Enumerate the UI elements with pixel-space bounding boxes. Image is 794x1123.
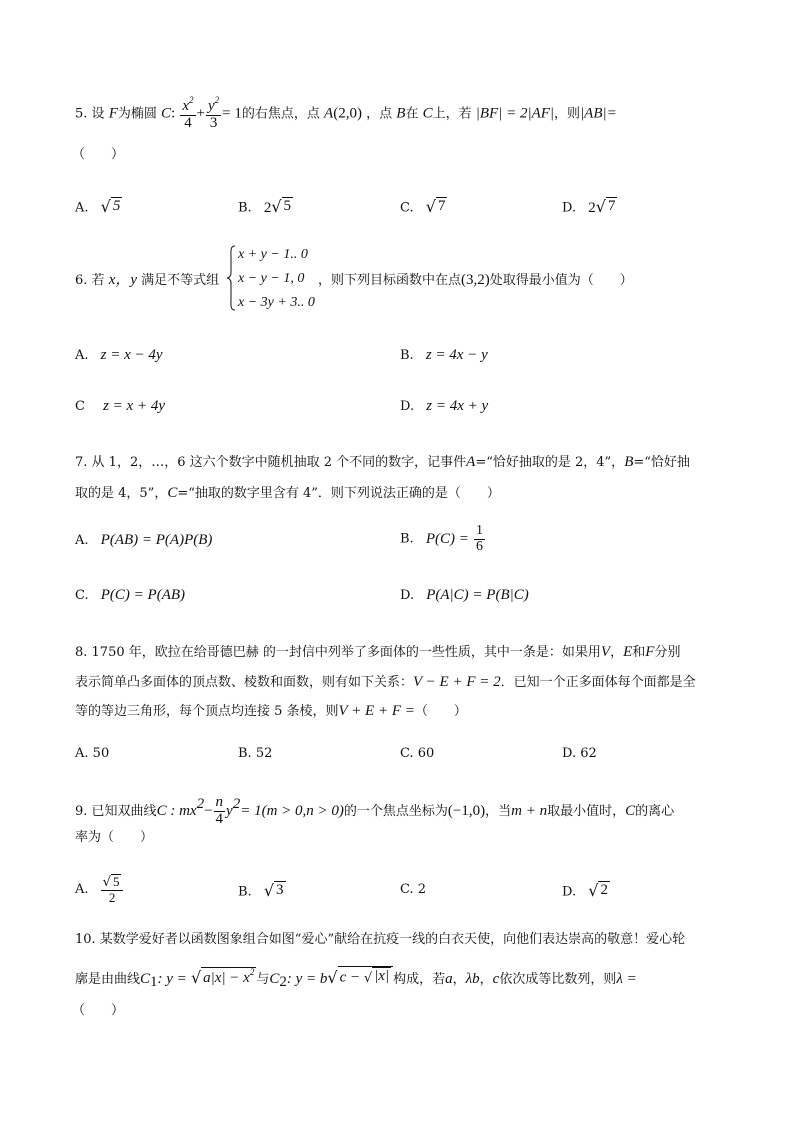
q8-option-c[interactable]: C. 60 — [400, 746, 435, 761]
q8-option-d[interactable]: D. 62 — [562, 746, 597, 761]
q5-stem: 5. 设 F为椭圆 C: $\frac{x^2}{4}$ + $\frac{y^2}{3}$ = 1的右焦点，点 A(2,0) ，点 B在 C上，若 |BF| = 2|AF|，则|AB|= — [75, 95, 617, 131]
q6-option-a[interactable]: A. z = x − 4y — [75, 347, 163, 363]
q6-option-b[interactable]: B. z = 4x − y — [400, 347, 488, 363]
q9-option-b[interactable]: B. √ 3 — [238, 880, 284, 900]
q9-option-a[interactable]: A. √ 5 2 — [75, 874, 124, 905]
q5-paren: （ ） — [72, 147, 125, 162]
q7-option-a[interactable]: A. P(AB) = P(A)P(B) — [75, 532, 213, 548]
q10-stem-line-1: 10. 某数学爱好者以函数图象组合如图“爱心”献给在抗疫一线的白衣天使，向他们表达崇高的敬意！爱心轮 — [75, 932, 686, 947]
q5-frac-y: $\frac{y^2}{3}$ — [208, 95, 220, 131]
q7-stem-line-2: 取的是 4，5”，C=“抽取的数字里含有 4”．则下列说法正确的是（ ） — [75, 485, 500, 501]
q6-stem-right: ，则下列目标函数中在点(3,2)处取得最小值为（ ） — [318, 272, 633, 288]
brace-icon — [226, 245, 236, 311]
q5-frac-x: $\frac{x^2}{4}$ — [182, 95, 194, 131]
q10-paren: （ ） — [72, 1003, 125, 1018]
q6-stem-left: 6. 若 x，y 满足不等式组 — [75, 272, 220, 288]
q6-option-c[interactable]: C z = x + 4y — [75, 398, 165, 414]
q8-stem-line-1: 8. 1750 年，欧拉在给哥德巴赫 的一封信中列举了多面体的一些性质，其中一条是：如果用V，E和F分别 — [75, 644, 681, 660]
q6-row-1: x + y − 1.. 0 — [238, 247, 308, 262]
q5-option-d[interactable]: D. 2 √ 7 — [562, 196, 616, 216]
q7-option-b[interactable]: B. P(C) = $\frac{1}{6}$ — [400, 523, 483, 554]
q9-frac-n4: $\frac{n}{4}$ — [215, 794, 224, 827]
q9-option-d[interactable]: D. √ 2 — [562, 880, 608, 900]
q5-option-c[interactable]: C. √ 7 — [400, 196, 446, 216]
q6-row-3: x − 3y + 3.. 0 — [238, 295, 315, 310]
q6-row-2: x − y − 1, 0 — [238, 271, 305, 286]
q7-stem-line-1: 7. 从 1，2，…，6 这六个数字中随机抽取 2 个不同的数字，记事件A=“恰好抽取的是 2，4”，B=“恰好抽 — [75, 454, 690, 470]
q6-option-d[interactable]: D. z = 4x + y — [400, 398, 489, 414]
q8-stem-line-3: 等的等边三角形，每个顶点均连接 5 条棱，则V + E + F =（ ） — [75, 703, 467, 719]
q8-option-b[interactable]: B. 52 — [238, 746, 273, 761]
q7-option-c[interactable]: C. P(C) = P(AB) — [75, 587, 186, 603]
q7-option-d[interactable]: D. P(A|C) = P(B|C) — [400, 587, 529, 603]
q5-number: 5. — [75, 106, 88, 122]
q5-option-a[interactable]: A. √ 5 — [75, 196, 121, 216]
q9-stem-line-2: 率为（ ） — [75, 830, 154, 845]
q9-stem-line-1: 9. 已知双曲线C : $mx^2-$ $\frac{n}{4}$ $y^2= 1(m > 0,n > 0)$的一个焦点坐标为(−1,0)，当m + n取最小值时，C的离心 — [75, 794, 675, 827]
q8-stem-line-2: 表示简单凸多面体的顶点数、棱数和面数，则有如下关系：V − E + F = 2．已知一个正多面体每个面都是全 — [75, 674, 696, 690]
q10-stem-line-2: 廓是由曲线$C_1$: y = √ $a|x| - x^2$ 与$C_2$: y = b √ c − √ |x| 构成，若a，λb，c依次成等比数列，则λ = — [75, 966, 637, 990]
q9-option-c[interactable]: C. 2 — [400, 882, 427, 897]
q5-option-b[interactable]: B. 2 √ 5 — [238, 196, 292, 216]
q8-option-a[interactable]: A. 50 — [75, 746, 110, 761]
